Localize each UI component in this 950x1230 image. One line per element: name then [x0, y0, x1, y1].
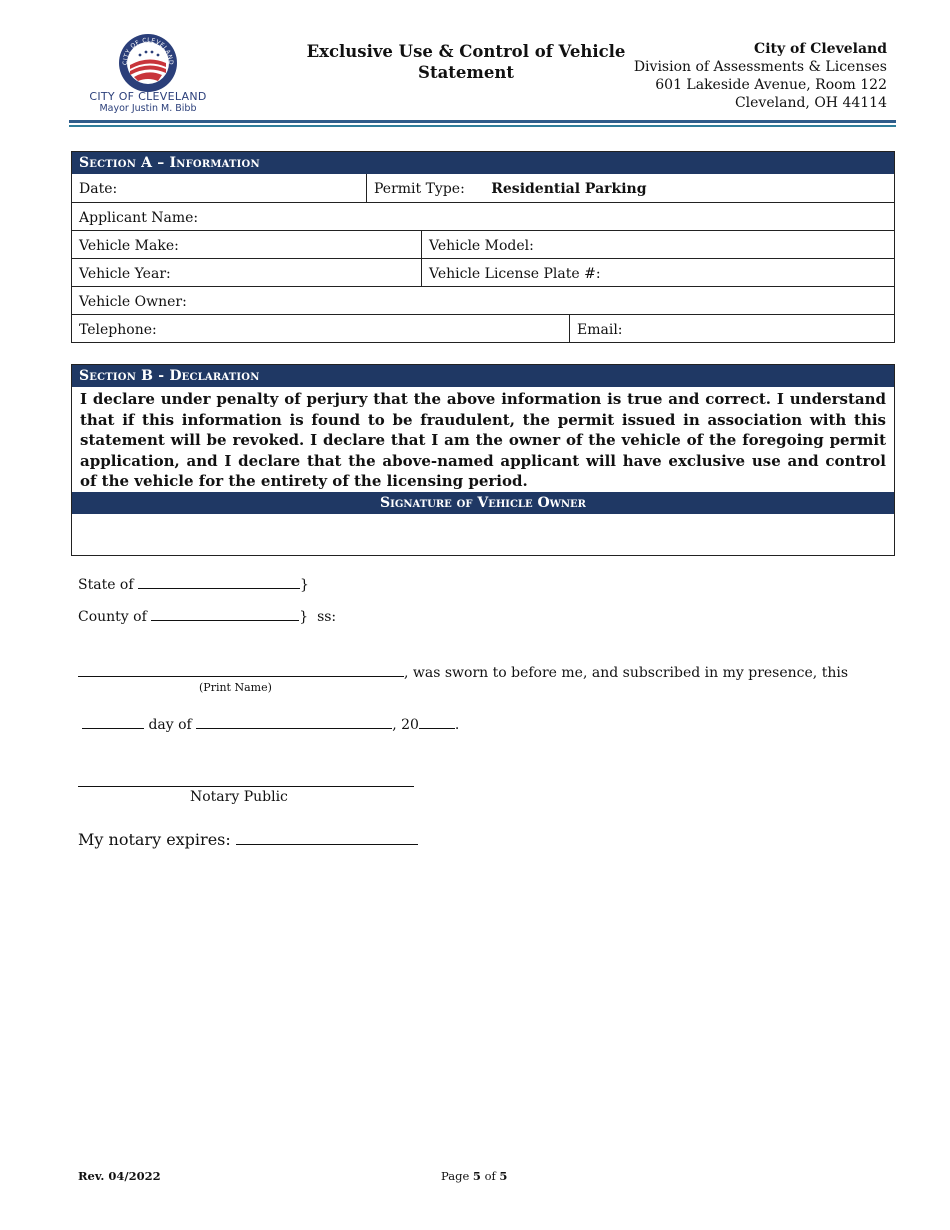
- section-b-declaration: [71, 364, 895, 556]
- declaration-text: I declare under penalty of perjury that the above information is true and correct. I understand that if this information is found to be fraudulent, the permit issued in association with this statement will be revoked. I declare that I am the owner of the vehicle of the foregoing permit application, and I declare that the above-named applicant will have exclusive use and control of the vehicle for the entirety of the licensing period.: [80, 390, 886, 490]
- state-input[interactable]: [138, 574, 300, 589]
- notary-expires-line: [78, 828, 418, 849]
- page-prefix: Page: [441, 1169, 470, 1183]
- row-owner: [72, 286, 894, 314]
- vehicle-make-label: Vehicle Make:: [79, 238, 179, 254]
- day-of-label: day of: [148, 717, 192, 733]
- vehicle-year-label: Vehicle Year:: [79, 266, 171, 282]
- title-line-1: Exclusive Use & Control of Vehicle: [306, 42, 626, 61]
- year-input[interactable]: [419, 714, 455, 729]
- page-current: 5: [472, 1169, 481, 1183]
- permit-type-value: Residential Parking: [491, 181, 647, 197]
- row-date-permit: [72, 174, 894, 202]
- date-label: Date:: [79, 181, 118, 197]
- organization-block: [634, 40, 887, 112]
- permit-type-field[interactable]: [366, 174, 894, 202]
- section-b-title: Section B - Declaration: [72, 365, 894, 387]
- org-address-2: Cleveland, OH 44114: [734, 95, 887, 111]
- document-title: [300, 41, 632, 83]
- vehicle-model-field[interactable]: [421, 231, 894, 258]
- county-of-label: County of: [78, 609, 147, 625]
- notary-public-label: Notary Public: [190, 789, 288, 805]
- state-of-line: [78, 574, 309, 593]
- vehicle-owner-label: Vehicle Owner:: [79, 294, 187, 310]
- applicant-name-label: Applicant Name:: [79, 210, 199, 226]
- org-name: City of Cleveland: [754, 41, 887, 57]
- ss-label: ss:: [317, 609, 337, 625]
- day-input[interactable]: [82, 714, 144, 729]
- state-brace: }: [300, 577, 309, 593]
- vehicle-plate-label: Vehicle License Plate #:: [429, 266, 601, 282]
- section-a-information: [71, 151, 895, 343]
- date-field[interactable]: [72, 174, 366, 202]
- period: .: [454, 717, 460, 733]
- vehicle-owner-field[interactable]: [72, 287, 894, 314]
- page-number: [441, 1169, 507, 1183]
- month-input[interactable]: [196, 714, 392, 729]
- print-name-input[interactable]: [78, 662, 404, 677]
- permit-type-label: Permit Type:: [374, 181, 465, 197]
- county-of-line: [78, 606, 336, 625]
- row-make-model: [72, 230, 894, 258]
- applicant-name-field[interactable]: [72, 203, 894, 230]
- email-field[interactable]: [569, 315, 894, 342]
- county-input[interactable]: [151, 606, 299, 621]
- state-of-label: State of: [78, 577, 134, 593]
- signature-header: Signature of Vehicle Owner: [72, 492, 894, 514]
- section-a-title: Section A – Information: [72, 152, 894, 174]
- county-brace: }: [299, 609, 309, 625]
- day-line: [82, 714, 459, 733]
- vehicle-make-field[interactable]: [72, 231, 421, 258]
- row-year-plate: [72, 258, 894, 286]
- year-prefix: , 20: [392, 717, 419, 733]
- city-seal-icon: [118, 33, 178, 93]
- telephone-label: Telephone:: [79, 322, 157, 338]
- email-label: Email:: [577, 322, 623, 338]
- vehicle-model-label: Vehicle Model:: [429, 238, 534, 254]
- notary-expires-label: My notary expires:: [78, 830, 231, 849]
- org-division: Division of Assessments & Licenses: [633, 59, 887, 75]
- logo-city-label: CITY OF CLEVELAND: [89, 90, 207, 103]
- logo-mayor-label: Mayor Justin M. Bibb: [99, 103, 197, 114]
- telephone-field[interactable]: [72, 315, 569, 342]
- row-telephone-email: [72, 314, 894, 342]
- header-rule-bottom: [69, 125, 896, 127]
- notary-signature-line[interactable]: [78, 786, 414, 787]
- revision-label: Rev. 04/2022: [78, 1169, 161, 1183]
- svg-text:CITY OF CLEVELAND: CITY OF CLEVELAND: [121, 36, 175, 66]
- owner-signature-field[interactable]: [72, 514, 894, 555]
- page-of: of: [484, 1169, 496, 1183]
- org-address-1: 601 Lakeside Avenue, Room 122: [655, 77, 887, 93]
- notary-expires-input[interactable]: [236, 828, 418, 845]
- print-name-caption: (Print Name): [199, 681, 272, 694]
- vehicle-plate-field[interactable]: [421, 259, 894, 286]
- page-total: 5: [499, 1169, 508, 1183]
- header-rule-top: [69, 120, 896, 123]
- sworn-line: [78, 662, 848, 681]
- title-line-2: Statement: [418, 63, 514, 82]
- sworn-text: , was sworn to before me, and subscribed in my presence, this: [404, 665, 849, 681]
- vehicle-year-field[interactable]: [72, 259, 421, 286]
- row-applicant: [72, 202, 894, 230]
